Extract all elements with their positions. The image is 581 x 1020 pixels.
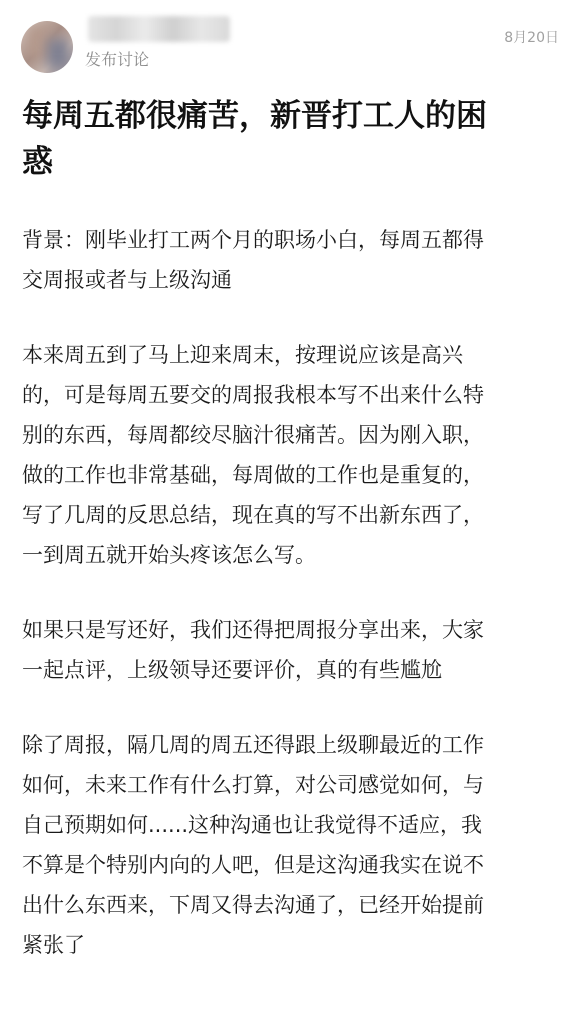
post-title: 每周五都很痛苦，新晋打工人的困 惑 bbox=[22, 98, 487, 180]
post-type-label: 发布讨论 bbox=[85, 50, 150, 69]
post-paragraph-weekly-report: 本来周五到了马上迎来周末，按理说应该是高兴 的，可是每周五要交的周报我根本写不出来什么特 别的东西，每周都绞尽脑汁很痛苦。因为刚入职， 做的工作也非常基础，每周做的工作也是重复的， 写了几周的反思总结，现在真的写不出新东西了， 一到周五就开始头疼该怎么写。 bbox=[22, 343, 484, 567]
username-redacted[interactable] bbox=[88, 16, 230, 42]
post-paragraph-background: 背景：刚毕业打工两个月的职场小白，每周五都得 交周报或者与上级沟通 bbox=[22, 228, 484, 292]
avatar-blur-b bbox=[47, 39, 69, 69]
post-paragraph-communication: 除了周报，隔几周的周五还得跟上级聊最近的工作 如何，未来工作有什么打算，对公司感觉如何，与 自己预期如何......这种沟通也让我觉得不适应，我 不算是个特别内向的人吧，但是这沟通我实在说不 出什么东西来，下周又得去沟通了，已经开始提前 紧张了 bbox=[22, 733, 484, 957]
post-paragraph-sharing: 如果只是写还好，我们还得把周报分享出来，大家 一起点评，上级领导还要评价，真的有些尴尬 bbox=[22, 618, 484, 682]
post-header bbox=[0, 0, 581, 80]
post-date: 8月20日 bbox=[504, 30, 559, 46]
post-body bbox=[22, 220, 562, 1000]
avatar[interactable] bbox=[21, 21, 73, 73]
